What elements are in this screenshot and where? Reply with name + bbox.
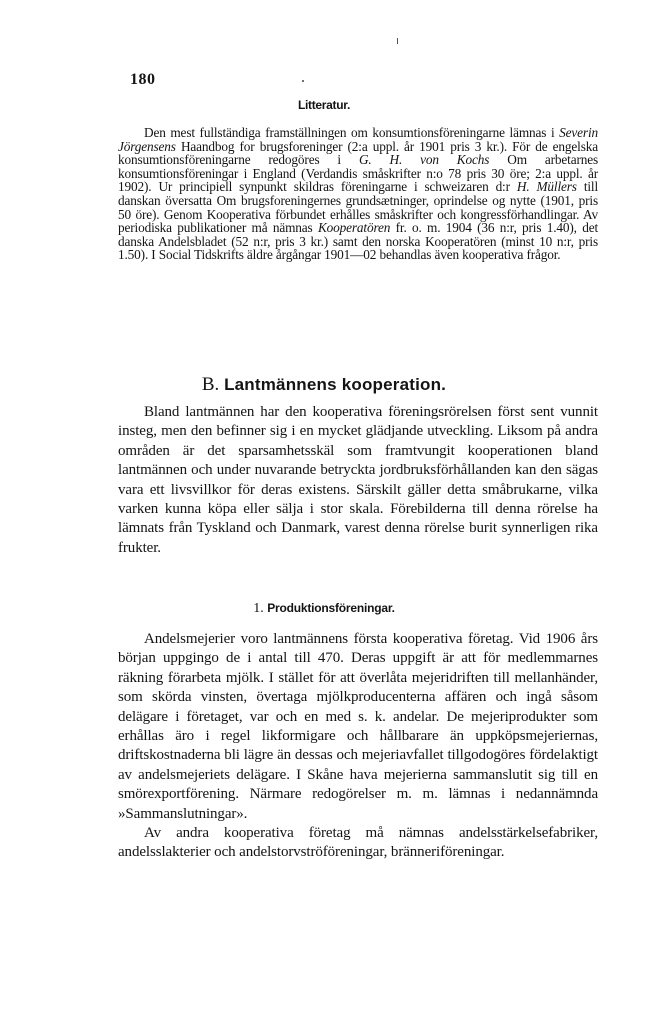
literature-paragraph (118, 126, 598, 262)
literature-heading: Litteratur. (297, 98, 351, 112)
print-dot (302, 80, 304, 82)
literature-text-b: Haandbog for brugsforeninger (2:a uppl. år 1901 pris 3 kr.). För de engelska konsumtionsföreningarne redogöres i (118, 138, 598, 168)
author-jorgensen: Severin Jörgensens (118, 125, 598, 154)
subsection-1-heading (0, 601, 648, 617)
section-letter: B. (201, 374, 220, 395)
periodical-kooperatoren: Kooperatören (317, 220, 391, 236)
subsection-paragraph-2: Av andra kooperativa företag må nämnas andelsstärkelsefabriker, andelsslakterier och andelstorvströföreningar, bränneriföreningar. (118, 825, 598, 861)
literature-text-d: till danskan översatta Om brugsforeningernes grundsætninger, oprindelse og nytte (1901, pris 50 öre). Genom Kooperativa förbundet erhålles småskrifter och kongressförhandlingar. Av periodiska publikationer må nämnas (118, 179, 598, 236)
section-title: Lantmännens kooperation. (224, 375, 447, 394)
subsection-paragraph-1: Andelsmejerier voro lantmännens första kooperativa företag. Vid 1906 års början uppgingo de i antal till 470. Deras uppgift är att för medlemmarnes räkning förarbeta mjölk. I stället för att överlåta mejeridriften till mellanhänder, som skörda vinsten, övertaga mjölkproducenterna affären och ingå såsom delägare i företaget, var och en med s. k. andelar. De mejeriprodukter som erhållas äro i regel likformigare och hållbarare än uppköpsmejeriernas, driftskostnaderna bli lägre än dessas och mejeriavfallet tillgodogöres fördelaktigt av andelsmejeriets delägare. I Skåne hava mejerierna sammanslutit sig till en smörexportförening. Närmare redogörelser m. m. lämnas i nedannämnda »Sammanslutningar». (118, 631, 598, 822)
literature-text-a: Den mest fullständiga framställningen om konsumtionsföreningarne lämnas i (144, 125, 560, 140)
subsection-1-body (118, 630, 598, 863)
section-b-paragraph: Bland lantmännen har den kooperativa föreningsrörelsen först sent vunnit insteg, men den befinner sig i en mycket glädjande utveckling. Liksom på andra områden är det sparsamhetsskäl som framtvungit kooperationen bland lantmännen och under nuvarande betryckta jordbruksförhållanden kan den sägas vara ett livsvillkor för deras existens. Särskilt gäller detta småbrukarne, vilka varken kunna köpa eller sälja i stor skala. Förebilderna till denna rörelse ha lämnats från Tyskland och Danmark, varest denna rörelse burit synnerligen rika frukter. (118, 404, 598, 556)
section-b-body (118, 403, 598, 558)
section-b-heading (0, 374, 648, 396)
literature-text-e: fr. o. m. 1904 (36 n:r, pris 1.40), det danska Andelsbladet (52 n:r, pris 3 kr.) samt den norska Kooperatören (minst 10 n:r, pris 1.50). I Social Tidskrifts äldre årgångar 1901—02 behandlas även kooperativa frågor. (118, 220, 598, 263)
author-muller: H. Müllers (516, 179, 577, 195)
subsection-title: Produktionsföreningar. (267, 601, 395, 615)
literature-text-c: Om arbetarnes konsumtionsföreningar i England (Verdandis småskrifter n:o 78 pris 30 öre; 2:a uppl. år 1902). Ur principiell synpunkt skildras föreningarne i schweizaren d:r (118, 152, 598, 195)
subsection-number: 1. (253, 601, 264, 616)
page-number: 180 (130, 71, 156, 88)
author-von-koch: G. H. von Kochs (358, 152, 490, 168)
print-mark (397, 38, 398, 44)
